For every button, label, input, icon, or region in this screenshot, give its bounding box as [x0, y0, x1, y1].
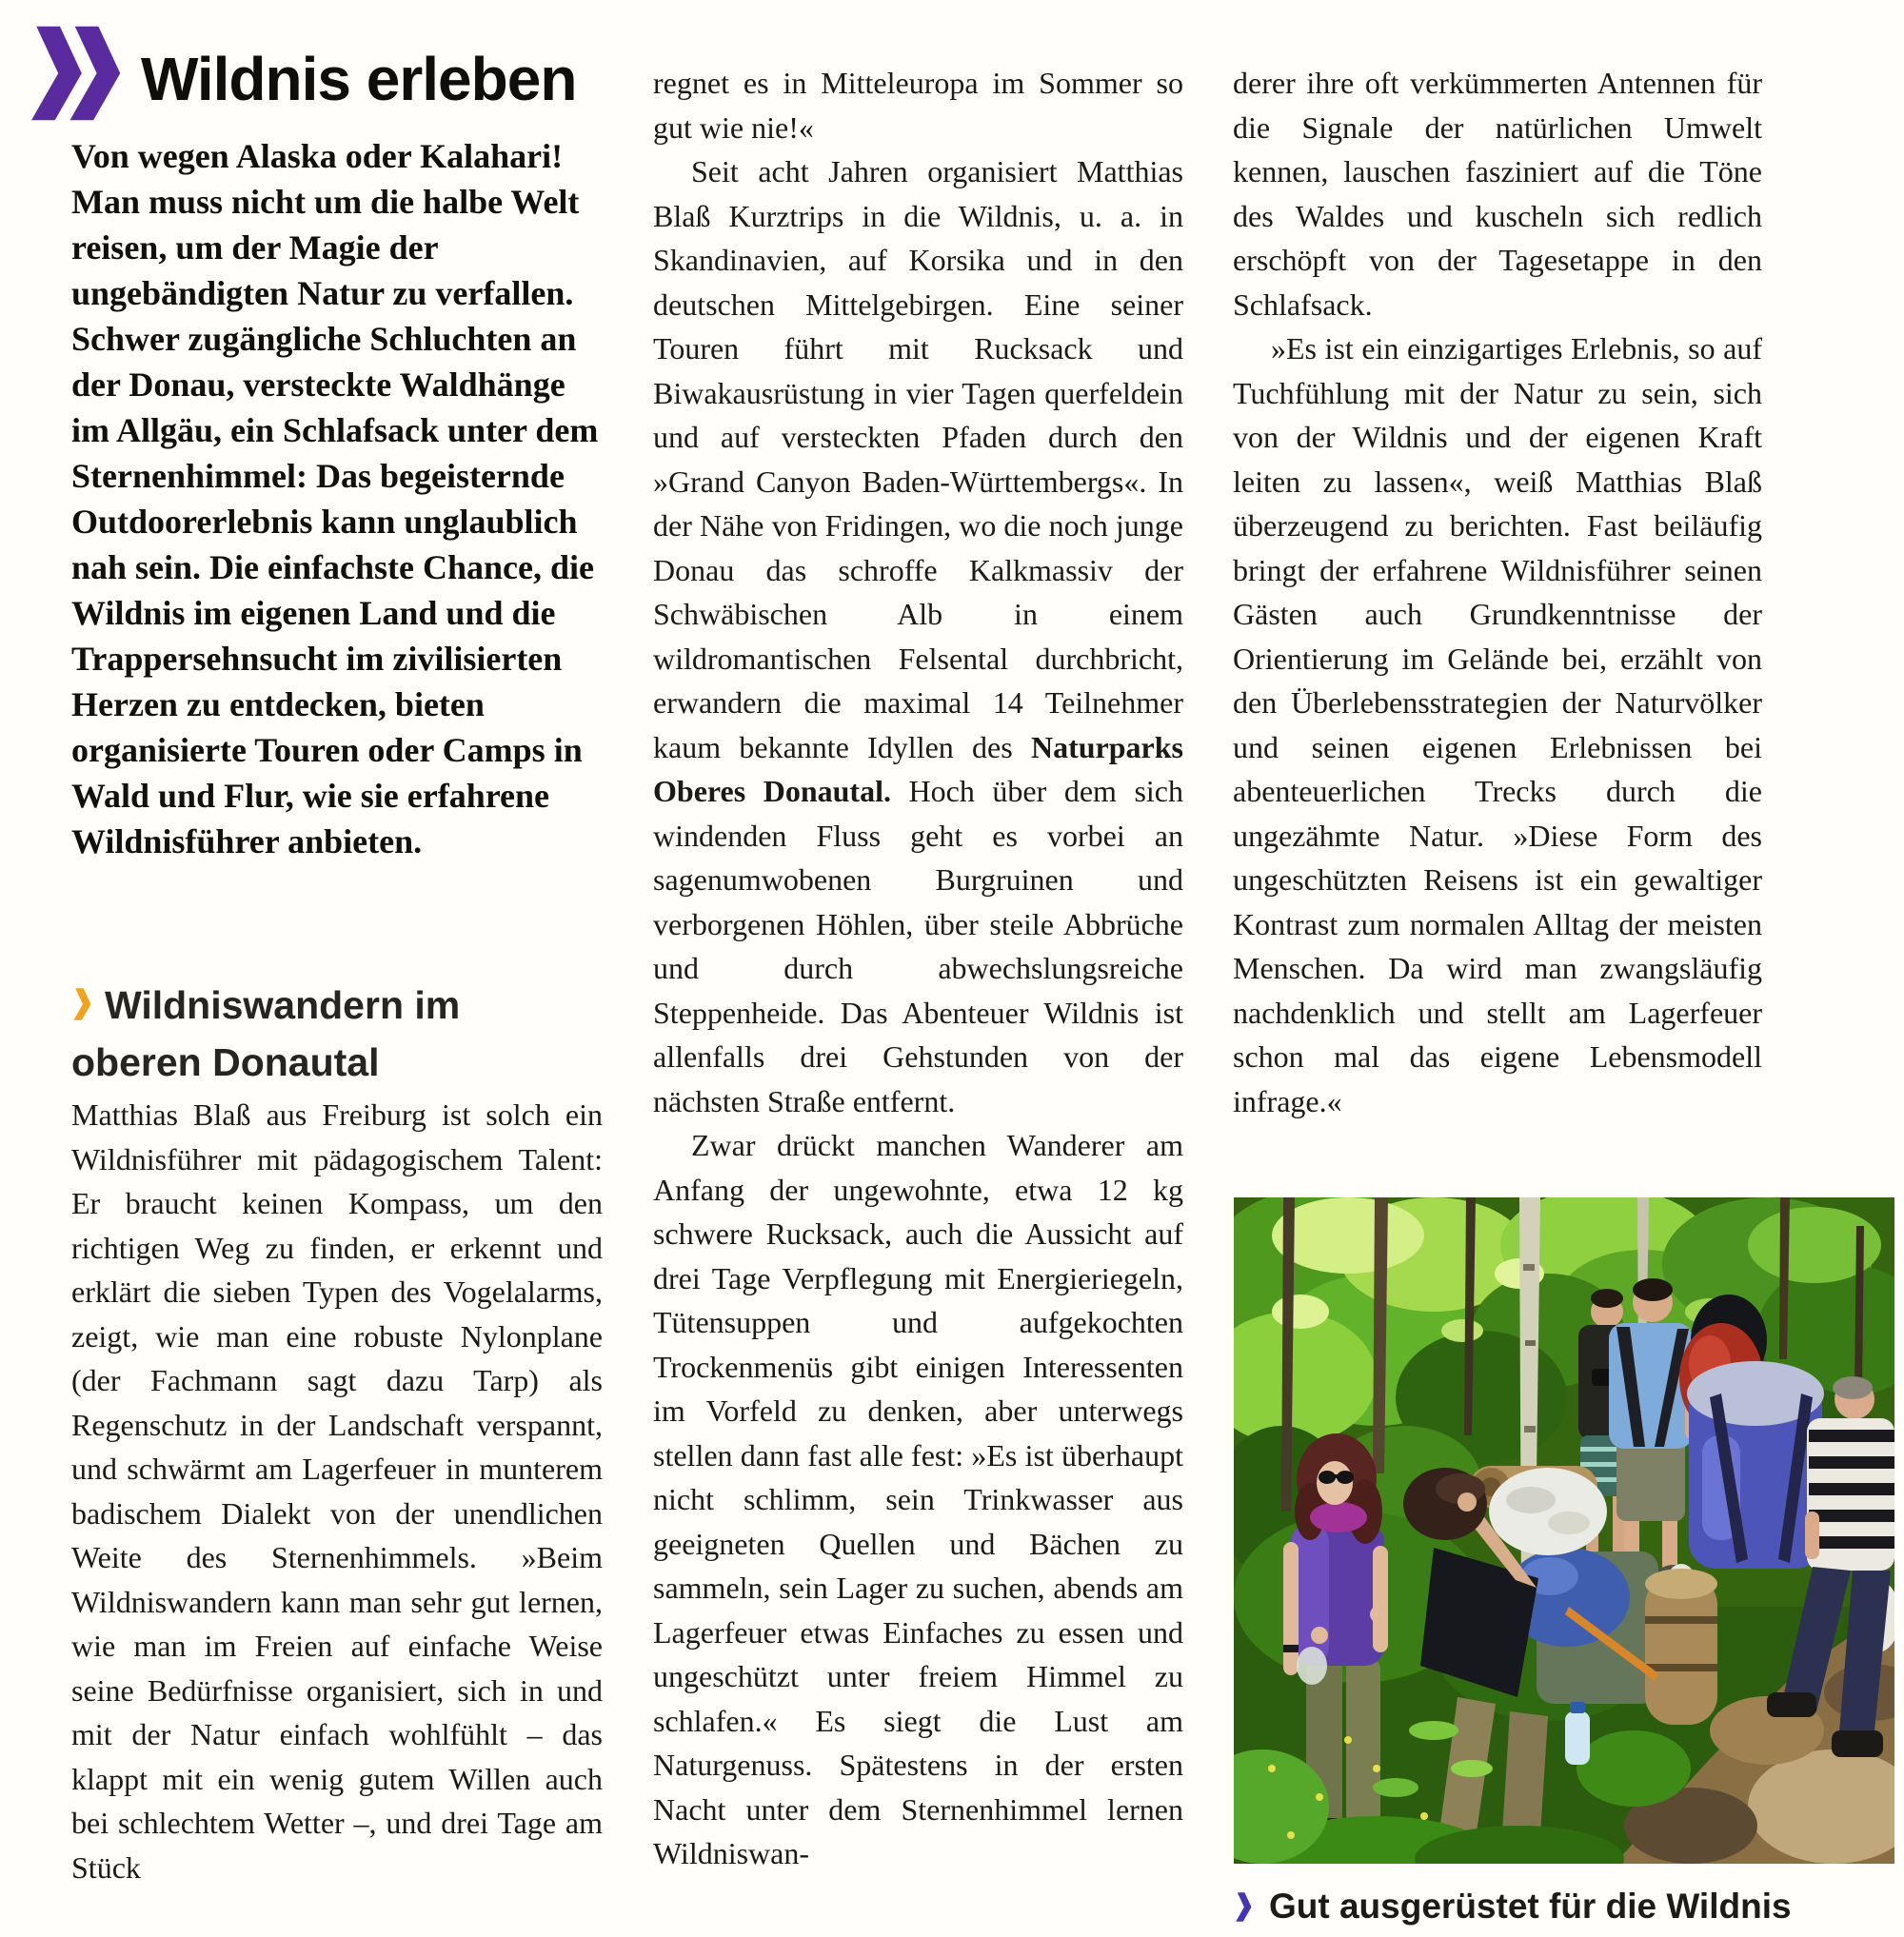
paragraph-continued: derer ihre oft verkümmerten Antennen für die Signale der natürlichen Umwelt kennen, lauschen fasziniert auf die Töne des Waldes und kuscheln sich redlich erschöpft von der Tagesetappe in den Schlafsack.	[1233, 66, 1762, 322]
article-photo	[1234, 1197, 1894, 1864]
column-1-body	[71, 1093, 603, 1930]
paragraph: Matthias Blaß aus Freiburg ist solch ein Wildnisführer mit pädagogischem Talent: Er braucht keinen Kompass, um den richtigen Weg zu finden, er erkennt und erklärt die sieben Typen des Vogelalarms, zeigt, wie man eine robuste Nylonplane (der Fachmann sagt dazu Tarp) als Regenschutz in der Landschaft verspannt, und schwärmt am Lagerfeuer in munterem badischem Dialekt von der unendlichen Weite des Sternenhimmels. »Beim Wildniswandern kann man sehr gut lernen, wie man im Freien auf einfache Weise seine Bedürfnisse organisiert, sich in und mit der Natur einfach wohlfühlt – das klappt mit ein wenig gutem Willen auch bei schlechtem Wetter –, und drei Tage am Stück	[71, 1097, 603, 1885]
section-chevron-icon	[71, 988, 91, 1020]
paragraph: »Es ist ein einzigartiges Erlebnis, so auf Tuchfühlung mit der Natur zu sein, sich von der Wildnis und der eigenen Kraft leiten zu lassen«, weiß Matthias Blaß überzeugend zu berichten. Fast beiläufig bringt der erfahrene Wildnisführer seinen Gästen auch Grundkenntnisse der Orientierung im Gelände bei, erzählt von den Überlebensstrategien der Naturvölker und seinen eigenen Erlebnissen bei abenteuerlichen Trecks durch die ungezähmte Natur. »Diese Form des ungeschützten Reisens ist ein gewaltiger Kontrast zum normalen Alltag der meisten Menschen. Da wird man zwangsläufig nachdenklich und stellt am Lagerfeuer schon mal das eigene Lebensmodell infrage.«	[1233, 331, 1762, 1118]
page-title: Wildnis erleben	[141, 45, 577, 113]
paragraph-text: Seit acht Jahren organisiert Matthias Blaß Kurztrips in die Wildnis, u. a. in Skandinavien, auf Korsika und in den deutschen Mittelgebirgen. Eine seiner Touren führt mit Rucksack und Biwakausrüstung in vier Tagen querfeldein und auf versteckten Pfaden durch den »Grand Canyon Baden-Württembergs«. In der Nähe von Fridingen, wo die noch junge Donau das schroffe Kalkmassiv der Schwäbischen Alb in einem wildromantischen Felsental durchbricht, erwandern die maximal 14 Teilnehmer kaum bekannte Idyllen des	[653, 154, 1183, 764]
photo-illustration-hikers-forest	[1234, 1197, 1894, 1864]
double-chevron-icon	[25, 25, 122, 122]
chevron-shape	[73, 988, 90, 1020]
section-heading-line1: Wildniswandern im	[105, 983, 461, 1027]
paragraph-continued: regnet es in Mitteleuropa im Sommer so gut wie nie!«	[653, 66, 1183, 145]
paragraph	[653, 149, 1183, 1123]
chevron-shape	[1236, 1892, 1251, 1921]
section-heading	[71, 977, 605, 1091]
section-heading-line2: oberen Donautal	[71, 1040, 380, 1084]
lead-paragraph: Von wegen Alaska oder Kalahari! Man muss nicht um die halbe Welt reisen, um der Magie der ungebändigten Natur zu verfallen. Schwer zugängliche Schluchten an der Donau, versteckte Waldhänge im Allgäu, ein Schlafsack unter dem Sternenhimmel: Das begeisternde Outdoorerlebnis kann unglaublich nah sein. Die einfachste Chance, die Wildnis im eigenen Land und die Trappersehnsucht im zivilisierten Herzen zu entdecken, bieten organisierte Touren oder Camps in Wald und Flur, wie sie erfahrene Wildnisführer anbieten.	[71, 137, 599, 860]
bold-phrase: Naturparks Oberes Donautal.	[653, 729, 1183, 808]
caption-text: Gut ausgerüstet für die Wildnis	[1269, 1887, 1792, 1926]
photo-caption	[1234, 1887, 1900, 1927]
column-3	[1233, 61, 1762, 1175]
column-2	[653, 61, 1183, 1927]
paragraph-text: Hoch über dem sich windenden Fluss geht es vorbei an sagenumwobenen Burgruinen und verborgenen Höhlen, über steile Abbrüche und durch abwechslungsreiche Steppenheide. Das Abenteuer Wildnis ist allenfalls drei Gehstunden von der nächsten Straße entfernt.	[653, 774, 1183, 1118]
paragraph: Zwar drückt manchen Wanderer am Anfang der ungewohnte, etwa 12 kg schwere Rucksack, auch die Aussicht auf drei Tage Verpflegung mit Energieriegeln, Tütensuppen und aufgekochten Trockenmenüs gibt einigen Interessenten im Vorfeld zu denken, aber unterwegs stellen dann fast alle fest: »Es ist überhaupt nicht schlimm, sein Trinkwasser aus geeigneten Quellen und Bächen zu sammeln, sein Lager zu suchen, abends am Lagerfeuer etwas Einfaches zu essen und ungeschützt unter freiem Himmel zu schlafen.« Es siegt die Lust am Naturgenuss. Spätestens in der ersten Nacht unter dem Sternenhimmel lernen Wildniswan-	[653, 1128, 1183, 1870]
chevron-shape	[31, 27, 82, 120]
caption-chevron-icon	[1234, 1892, 1252, 1922]
